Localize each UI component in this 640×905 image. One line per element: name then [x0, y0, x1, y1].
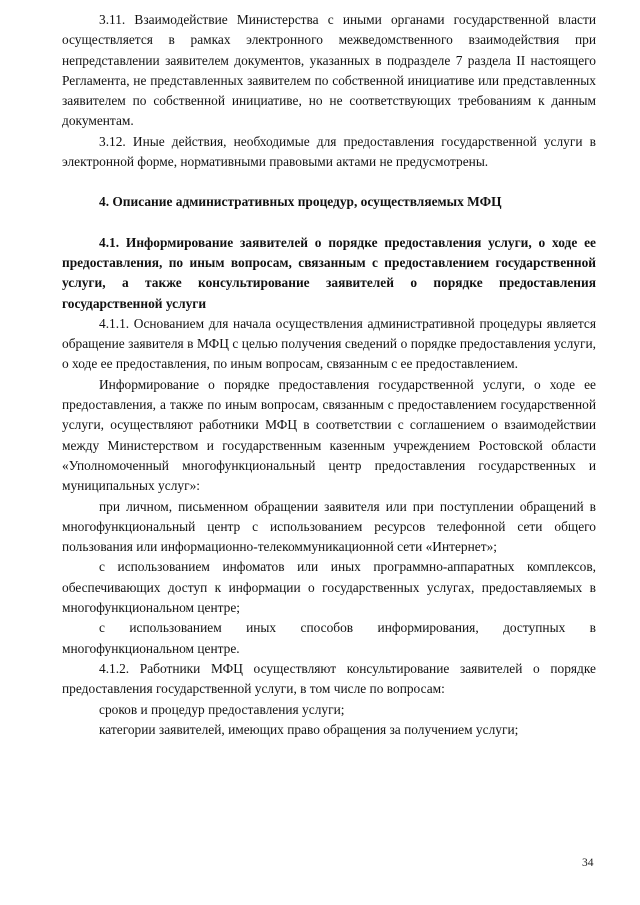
paragraph-3-12: 3.12. Иные действия, необходимые для предоставления государственной услуги в электронной форме, нормативными правовыми актами не предусмотрены.	[62, 133, 596, 170]
paragraph-3-11: 3.11. Взаимодействие Министерства с иными органами государственной власти осуществляется в рамках электронного межведомственного взаимодействия при непредставлении заявителем документов, указанных в подразделе 7 раздела II настоящего Регламента, не представленных заявителем по собственной инициативе или представленных заявителем по собственной инициативе, но не соответствующих требованиям к данным документам.	[62, 12, 596, 129]
paragraph-4-1-2: 4.1.2. Работники МФЦ осуществляют консультирование заявителей о порядке предоставления государственной услуги, в том числе по вопросам:	[62, 660, 596, 697]
document-page	[62, 10, 596, 740]
paragraph-categories: категории заявителей, имеющих право обращения за получением услуги;	[99, 721, 519, 737]
page-number: 34	[582, 857, 594, 869]
paragraph-4-1-1: 4.1.1. Основанием для начала осуществления административной процедуры является обращение заявителя в МФЦ с целью получения сведений о порядке предоставления услуги, о ходе ее предоставления, по иным вопросам, связанным с ее предоставлением.	[62, 315, 596, 372]
paragraph-terms: сроков и процедур предоставления услуги;	[99, 701, 345, 717]
section-4-title: 4. Описание административных процедур, осуществляемых МФЦ	[99, 194, 502, 210]
paragraph-other-ways: с использованием иных способов информирования, доступных в многофункциональном центре.	[62, 620, 596, 656]
paragraph-infomats: с использованием инфоматов или иных программно-аппаратных комплексов, обеспечивающих доступ к информации о государственных услугах, предоставляемых в многофункциональном центре;	[62, 559, 596, 616]
paragraph-personal-request: при личном, письменном обращении заявителя или при поступлении обращений в многофункциональный центр с использованием ресурсов телефонной сети общего пользования или информационно-телекоммуникационной сети «Интернет»;	[62, 498, 596, 555]
subsection-4-1-title: 4.1. Информирование заявителей о порядке предоставления услуги, о ходе ее предоставления, по иным вопросам, связанным с предоставлением государственной услуги, а также консультирование заявителей о порядке предоставления государственной услуги	[62, 234, 596, 311]
paragraph-informing: Информирование о порядке предоставления государственной услуги, о ходе ее предоставления, а также по иным вопросам, связанным с предоставлением государственной услуги, осуществляют работники МФЦ в соответствии с соглашением о взаимодействии между Министерством и государственным казенным учреждением Ростовской области «Уполномоченный многофункциональный центр предоставления государственных и муниципальных услуг»:	[62, 376, 596, 494]
